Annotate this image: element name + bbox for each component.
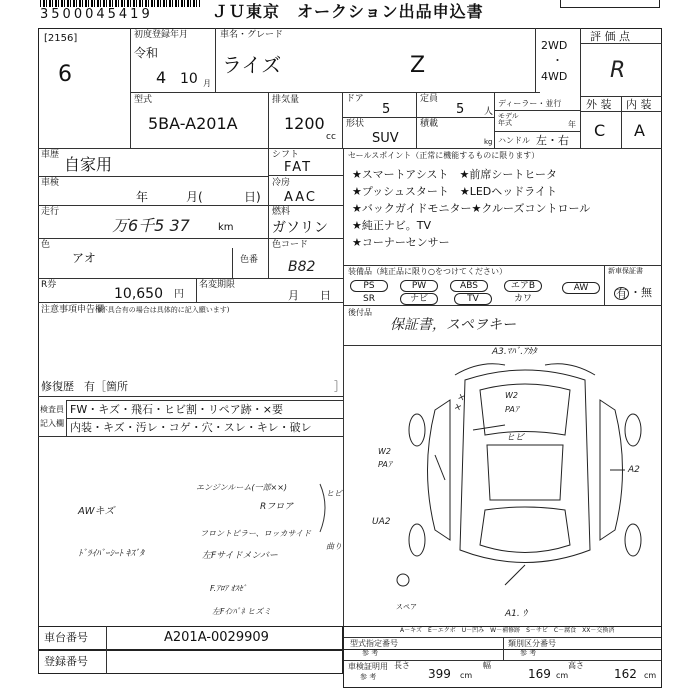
- car-trunk: [480, 507, 570, 553]
- car-roof: [487, 445, 563, 500]
- page-title: ＪＵ東京 オークション出品申込書: [212, 2, 484, 21]
- length-value: 399: [428, 667, 451, 681]
- exterior-label: 外 装: [586, 98, 612, 111]
- name-change-day: 日: [320, 289, 331, 302]
- recycle-unit: 円: [174, 289, 184, 300]
- load-unit: kg: [484, 138, 493, 146]
- shift-value: FAT: [284, 160, 313, 175]
- doors-value: 5: [382, 102, 391, 117]
- selling-point-1: ★スマートアシスト ★前席シートヒータ: [352, 168, 557, 181]
- mileage-value: 万6千5 37: [112, 216, 190, 235]
- fuel-value: ガソリン: [272, 220, 328, 236]
- equip-pw: PW: [400, 280, 438, 292]
- first-reg-year: 4: [156, 68, 167, 87]
- diag-hibi: ヒビ: [506, 433, 525, 443]
- diag-w2-right: W2: [505, 391, 518, 400]
- hand-engine-1: エンジンルーム(一部××): [196, 483, 288, 492]
- width-unit: cm: [556, 671, 569, 680]
- displacement-label: 排気量: [272, 95, 300, 105]
- hand-seat: ﾄﾞﾗｲﾊﾞｰｼｰﾄ ｷｽﾞﾀ: [78, 549, 144, 559]
- first-reg-month-unit: 月: [203, 79, 211, 88]
- hand-wari: 曲り: [326, 542, 342, 551]
- car-hood: [480, 384, 570, 435]
- new-car-have: 有: [616, 287, 627, 300]
- class-label: 類別区分番号: [508, 639, 556, 648]
- reg-label: 登録番号: [44, 655, 88, 668]
- capacity-value: 5: [456, 102, 465, 117]
- eval-label: 評 価 点: [590, 30, 630, 43]
- diag-spare: スペア: [396, 603, 417, 611]
- year-unit: 年: [568, 120, 576, 129]
- lot-number-label: [2156]: [44, 33, 78, 44]
- hand-engine-2: Rフロア: [260, 502, 294, 512]
- exterior-grade: C: [594, 121, 606, 140]
- model-year-label: モデル年式: [498, 112, 519, 127]
- extras-value: 保証書，スペヲキー: [390, 317, 516, 333]
- pointer-a: [473, 425, 505, 430]
- color-no-label: 色番: [240, 255, 259, 265]
- load-label: 積載: [420, 119, 439, 129]
- equip-tv: TV: [454, 293, 492, 305]
- repair-label: 修復歴: [41, 380, 74, 393]
- height-value: 162: [614, 667, 637, 681]
- chassis-number: A201A-0029909: [164, 630, 269, 645]
- notes-sublabel: (不具合有の場合は具体的に記入願います): [98, 306, 230, 314]
- class-ref: 参 考: [520, 649, 537, 657]
- equip-airbag: エアB: [504, 280, 542, 292]
- drive-dot: ・: [552, 54, 563, 67]
- handle-value: 左・右: [536, 134, 569, 147]
- new-car-none: ・無: [630, 286, 652, 299]
- drive-2wd: 2WD: [541, 39, 568, 52]
- fuel-label: 燃料: [272, 207, 291, 217]
- left-side: [428, 400, 451, 540]
- barcode-number: 3500045419: [40, 7, 153, 22]
- mileage-unit: km: [218, 222, 234, 233]
- first-reg-month: 10: [180, 71, 198, 87]
- inspection-label: 車検: [41, 178, 60, 188]
- dimension-frame: [343, 626, 662, 688]
- front-bumper-right: [545, 364, 595, 375]
- spare-tire: [397, 574, 409, 586]
- diag-x-marks: × ×: [452, 392, 469, 413]
- wheel-fr: [625, 414, 641, 446]
- diag-w2-left-pa: PAｱ: [378, 460, 392, 469]
- diag-a1: A1. ｳ: [505, 609, 528, 619]
- model-value: 5BA-A201A: [148, 114, 238, 133]
- equip-navi: ナビ: [400, 293, 438, 305]
- damage-legend: A－キズ E－エクボ U－凹み W－補修跡 S－サビ C－腐食 XX－交換済: [400, 627, 615, 634]
- length-label: 長さ: [394, 661, 410, 670]
- chassis-label: 車台番号: [44, 631, 88, 644]
- first-reg-era: 令和: [134, 46, 159, 60]
- ac-value: AAC: [284, 190, 317, 205]
- history-value: 自家用: [64, 155, 113, 174]
- pointer-d: [505, 565, 525, 585]
- cert-label-2: 参 考: [360, 673, 377, 681]
- equip-aw: AW: [562, 282, 600, 294]
- diag-w2-pa: PAｱ: [505, 405, 519, 414]
- model-label: 型式: [134, 95, 153, 105]
- mileage-label: 走行: [41, 207, 60, 217]
- wheel-rl: [409, 524, 425, 556]
- top-right-box: [560, 0, 660, 8]
- capacity-label: 定員: [420, 94, 439, 104]
- drive-4wd: 4WD: [541, 70, 568, 83]
- extras-label: 後付品: [348, 308, 372, 317]
- model-id-ref: 参 考: [362, 649, 379, 657]
- shape-value: SUV: [372, 131, 399, 146]
- shift-label: シフト: [272, 150, 300, 160]
- interior-grade: A: [634, 121, 645, 140]
- pointer-b: [435, 455, 445, 480]
- car-outline: [460, 370, 590, 563]
- equip-ps: PS: [350, 280, 388, 292]
- equip-abs: ABS: [450, 280, 488, 292]
- color-value: アオ: [72, 251, 96, 265]
- inspector-row-1: FW・キズ・飛石・ヒビ割・リペア跡・×要: [70, 403, 283, 416]
- wheel-rr: [625, 524, 641, 556]
- recycle-label: R券: [41, 280, 57, 290]
- height-label: 高さ: [568, 661, 584, 670]
- cert-label-1: 車検証明用: [348, 662, 388, 671]
- car-name: ライズ: [222, 53, 282, 77]
- history-label: 車歴: [41, 150, 60, 160]
- name-change-month: 月: [288, 289, 299, 302]
- capacity-unit: 人: [484, 107, 494, 117]
- selling-point-5: ★コーナーセンサー: [352, 236, 450, 249]
- notes-label: 注意事項申告欄: [41, 305, 105, 315]
- equip-sr: SR: [363, 294, 375, 304]
- displacement-unit: cc: [326, 132, 336, 142]
- width-label: 幅: [483, 661, 491, 670]
- diag-ua2: UA2: [372, 517, 391, 527]
- lot-number: 6: [58, 62, 72, 87]
- selling-point-4: ★純正ナビ。TV: [352, 219, 431, 232]
- equipment-label: 装備品（純正品に限り○をつけてください）: [348, 267, 507, 276]
- inspector-label-1: 検査員: [40, 405, 64, 414]
- hand-pillar-1: フロントピラー、ロッカサイド: [200, 529, 311, 538]
- car-grade: Z: [410, 53, 426, 78]
- car-name-label: 車名・グレード: [220, 30, 284, 40]
- diag-w2-left: W2: [378, 447, 391, 456]
- width-value: 169: [528, 667, 551, 681]
- car-damage-diagram: [395, 347, 655, 600]
- interior-label: 内 装: [626, 98, 652, 111]
- hand-bracket: [318, 482, 338, 542]
- inspection-day-unit: 日): [244, 190, 261, 204]
- repair-value: 有［箇所: [84, 380, 128, 393]
- hand-pillar-2: 左Fサイドメンバー: [202, 551, 278, 561]
- ac-label: 冷房: [272, 178, 291, 188]
- new-car-label: 新車保証書: [608, 267, 643, 275]
- color-code: B82: [288, 259, 316, 275]
- wheel-fl: [409, 414, 425, 446]
- handle-label: ハンドル: [498, 136, 530, 145]
- diag-a2: A2: [628, 465, 640, 475]
- inspector-label-2: 記入欄: [40, 419, 64, 428]
- recycle-value: 10,650: [114, 286, 163, 302]
- diag-top-mark: A3.ﾏﾊﾞ.ｱｶﾀ: [492, 347, 537, 357]
- inspector-row-2: 内装・キズ・汚レ・コゲ・穴・スレ・キレ・破レ: [70, 421, 312, 434]
- selling-point-3: ★バックガイドモニター★クルーズコントロール: [352, 202, 591, 215]
- selling-point-2: ★プッシュスタート ★LEDヘッドライト: [352, 185, 557, 198]
- front-bumper-left: [455, 364, 505, 375]
- color-code-label: 色コード: [272, 240, 309, 250]
- height-unit: cm: [644, 671, 657, 680]
- dealer-label: ディーラー・並行: [498, 99, 562, 108]
- displacement-value: 1200: [284, 114, 325, 133]
- model-id-label: 型式指定番号: [350, 639, 398, 648]
- doors-label: ドア: [346, 94, 364, 104]
- inspection-year-unit: 年: [136, 190, 149, 204]
- eval-score: R: [610, 58, 626, 83]
- hand-hibi: ヒビ: [326, 489, 342, 498]
- shape-label: 形状: [346, 119, 365, 129]
- hand-aw: AWキズ: [78, 506, 115, 517]
- length-unit: cm: [460, 671, 473, 680]
- name-change-label: 名変期限: [199, 280, 236, 290]
- first-reg-label: 初度登録年月: [134, 30, 189, 40]
- color-label: 色: [41, 240, 51, 250]
- hand-floor: F.ｱﾛｱ ｵｽｾﾞ: [210, 584, 247, 593]
- hand-fender: 左Fｲﾝﾊﾟﾈ ヒズミ: [212, 607, 272, 616]
- equip-leather: カワ: [513, 294, 532, 304]
- barcode: [40, 0, 200, 7]
- selling-points-label: セールスポイント（正常に機能するものに限ります）: [348, 151, 540, 160]
- inspection-month-unit: 月(: [186, 190, 203, 204]
- repair-close: ］: [334, 380, 345, 393]
